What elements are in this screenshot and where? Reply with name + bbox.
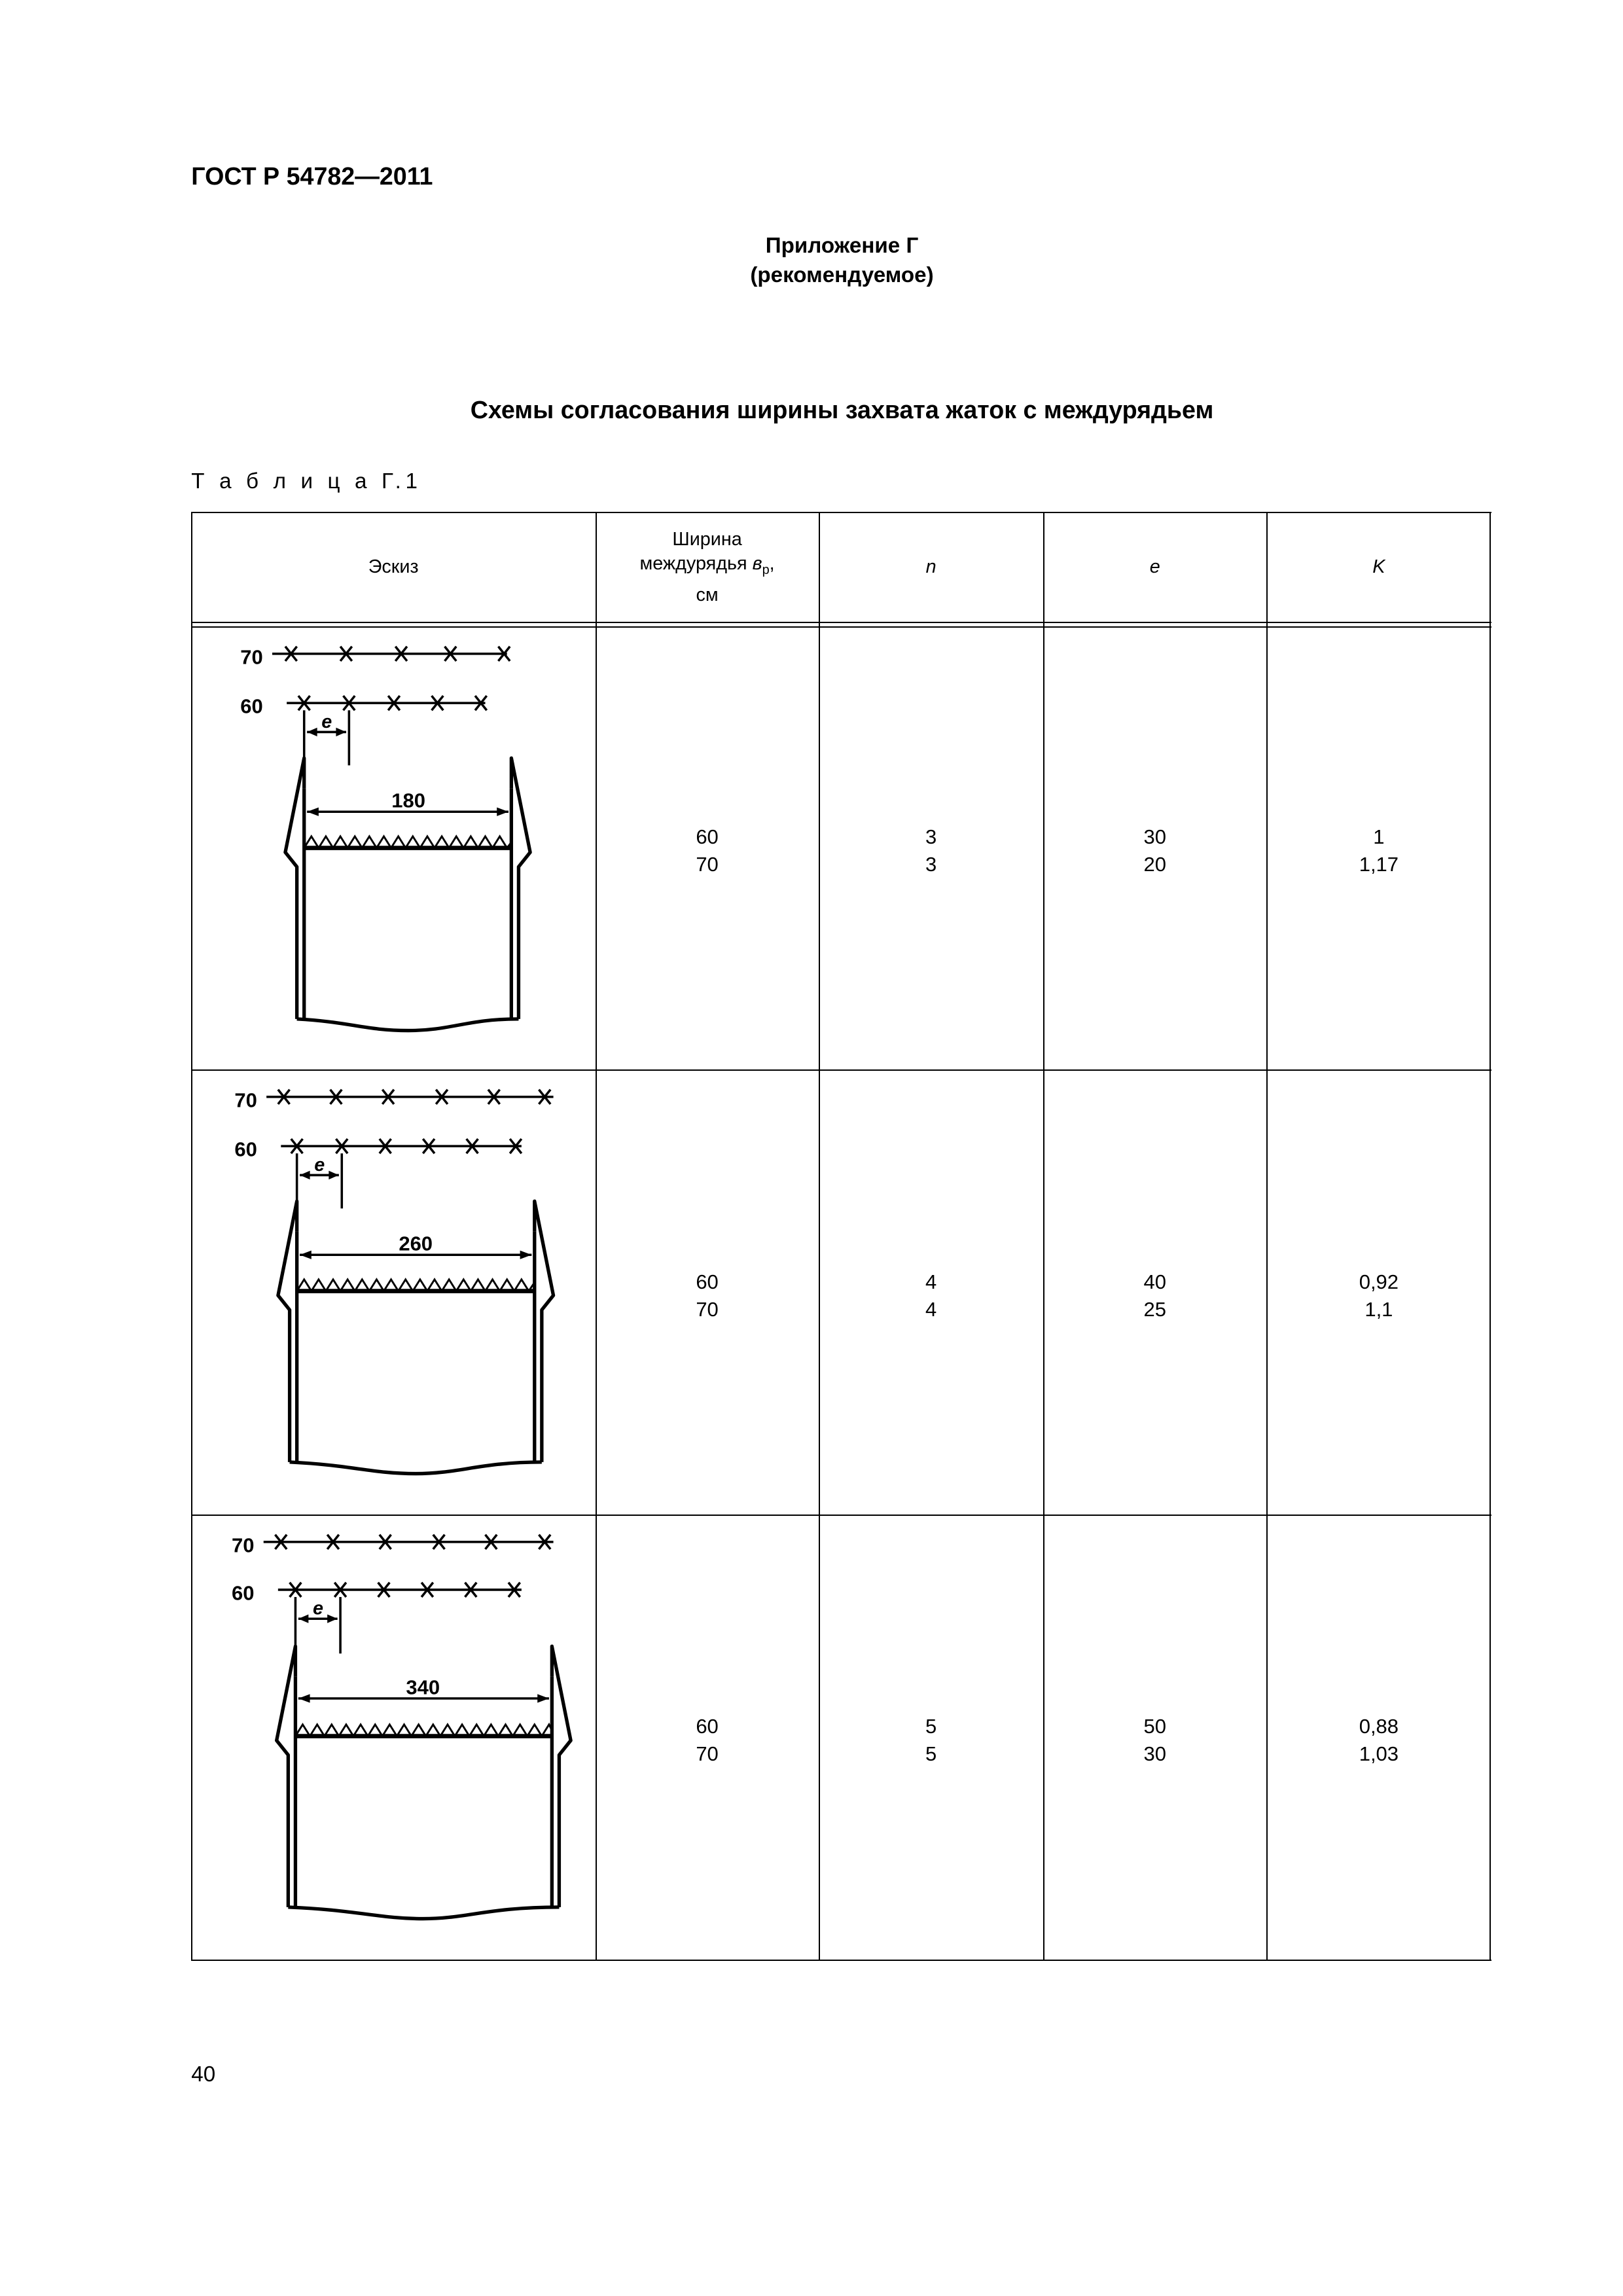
- svg-text:e: e: [321, 711, 332, 732]
- section-title: Схемы согласования ширины захвата жаток с междурядьем: [470, 395, 1214, 423]
- sketch-row-2: [191, 1071, 596, 1515]
- table-label: Т а б л и ц а Г.1: [191, 469, 422, 494]
- row-1-k: 1 1,17: [1359, 825, 1399, 876]
- row-3-n: 5 5: [925, 1715, 937, 1766]
- svg-text:70: 70: [234, 1088, 258, 1112]
- column-header-n: n: [925, 556, 936, 578]
- row-2-n: 4 4: [925, 1270, 937, 1321]
- row-2-e: 40 25: [1143, 1270, 1167, 1321]
- row-2-width: 60 70: [696, 1270, 719, 1321]
- svg-text:260: 260: [399, 1232, 433, 1255]
- row-3-e: 50 30: [1143, 1715, 1167, 1766]
- svg-text:60: 60: [234, 1138, 258, 1162]
- header-sketch-drawing: [191, 628, 596, 1069]
- svg-text:60: 60: [240, 694, 264, 718]
- column-header-k: K: [1372, 556, 1385, 578]
- column-header-row-width: Ширина междурядья $в_р$, см: [639, 528, 775, 605]
- row-3-width: 60 70: [696, 1715, 719, 1766]
- appendix-title: Приложение Г: [765, 234, 919, 259]
- header-sketch-drawing: [191, 1516, 596, 1960]
- data-table: [191, 512, 1491, 1961]
- page-number: 40: [191, 2062, 216, 2087]
- appendix-status: (рекомендуемое): [750, 262, 934, 287]
- row-2-k: 0,92 1,1: [1359, 1270, 1399, 1321]
- svg-text:180: 180: [391, 789, 426, 812]
- document-header: ГОСТ Р 54782—2011: [191, 162, 433, 190]
- appendix-heading: [0, 232, 1623, 290]
- svg-text:e: e: [313, 1598, 324, 1619]
- column-header-sketch: Эскиз: [368, 556, 419, 578]
- row-1-n: 3 3: [925, 825, 937, 876]
- header-sketch-drawing: [191, 1071, 596, 1515]
- sketch-row-1: [191, 628, 596, 1069]
- column-header-e: e: [1149, 556, 1160, 578]
- row-1-width: 60 70: [696, 825, 719, 876]
- svg-text:70: 70: [232, 1534, 255, 1557]
- row-3-k: 0,88 1,03: [1359, 1715, 1399, 1766]
- row-1-e: 30 20: [1143, 825, 1167, 876]
- svg-text:340: 340: [406, 1676, 440, 1699]
- svg-text:60: 60: [232, 1581, 255, 1605]
- svg-text:70: 70: [240, 645, 264, 669]
- svg-text:e: e: [314, 1155, 325, 1176]
- sketch-row-3: [191, 1516, 596, 1960]
